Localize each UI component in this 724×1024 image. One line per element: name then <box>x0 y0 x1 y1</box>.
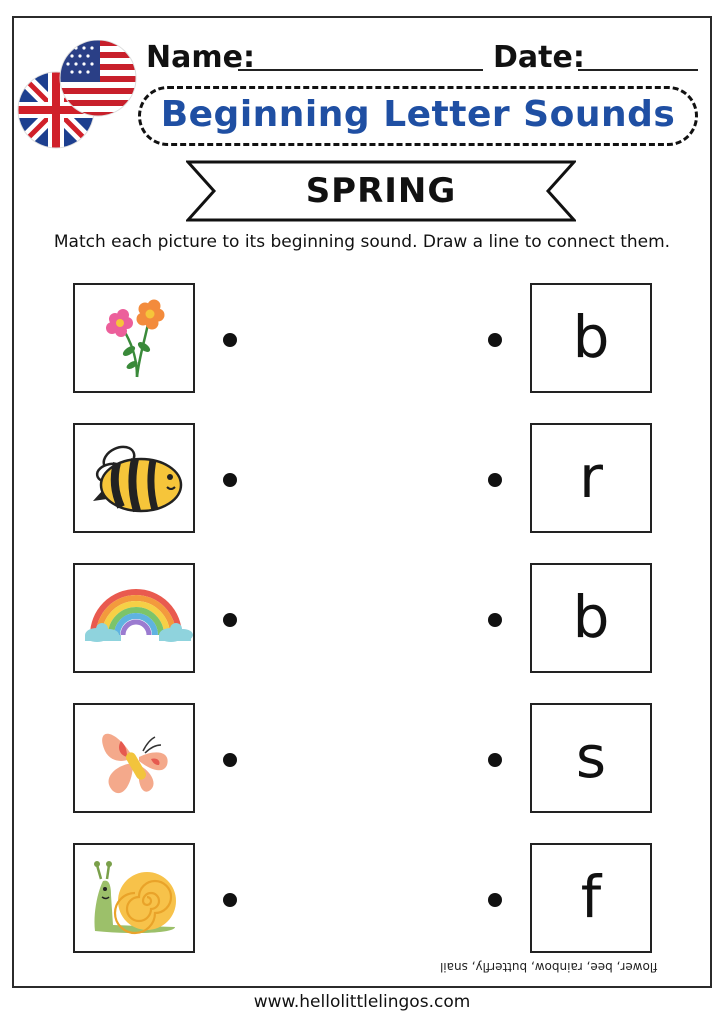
worksheet-title: Beginning Letter Sounds <box>160 94 676 135</box>
instructions: Match each picture to its beginning sound. Draw a line to connect them. <box>53 232 671 252</box>
connect-dot-left[interactable] <box>223 613 237 627</box>
letter-box: r <box>530 423 652 533</box>
letter-box: f <box>530 843 652 953</box>
picture-box <box>73 703 195 813</box>
connect-dot-right[interactable] <box>488 753 502 767</box>
website-link[interactable]: www.hellolittlelingos.com <box>253 992 471 1012</box>
picture-box <box>73 843 195 953</box>
match-row <box>0 703 724 813</box>
match-row <box>0 283 724 393</box>
picture-box <box>73 563 195 673</box>
snail-icon <box>75 845 197 955</box>
theme-title: SPRING <box>305 171 457 211</box>
match-row <box>0 423 724 533</box>
name-label: Name: <box>146 40 255 75</box>
name-field[interactable] <box>238 69 483 71</box>
connect-dot-left[interactable] <box>223 893 237 907</box>
connect-dot-right[interactable] <box>488 333 502 347</box>
bee-icon <box>75 425 197 535</box>
letter-box: s <box>530 703 652 813</box>
match-row <box>0 843 724 953</box>
match-row <box>0 563 724 673</box>
date-field[interactable] <box>578 69 698 71</box>
flags-logo <box>16 40 138 152</box>
connect-dot-left[interactable] <box>223 333 237 347</box>
connect-dot-right[interactable] <box>488 473 502 487</box>
letter-box: b <box>530 283 652 393</box>
butterfly-icon <box>75 705 197 815</box>
flower-icon <box>75 285 197 395</box>
connect-dot-left[interactable] <box>223 753 237 767</box>
connect-dot-left[interactable] <box>223 473 237 487</box>
connect-dot-right[interactable] <box>488 893 502 907</box>
letter-box: b <box>530 563 652 673</box>
date-label: Date: <box>493 40 585 75</box>
rainbow-icon <box>75 565 197 675</box>
picture-box <box>73 423 195 533</box>
connect-dot-right[interactable] <box>488 613 502 627</box>
picture-box <box>73 283 195 393</box>
answer-key: flower, bee, rainbow, butterfly, snail <box>440 960 658 974</box>
